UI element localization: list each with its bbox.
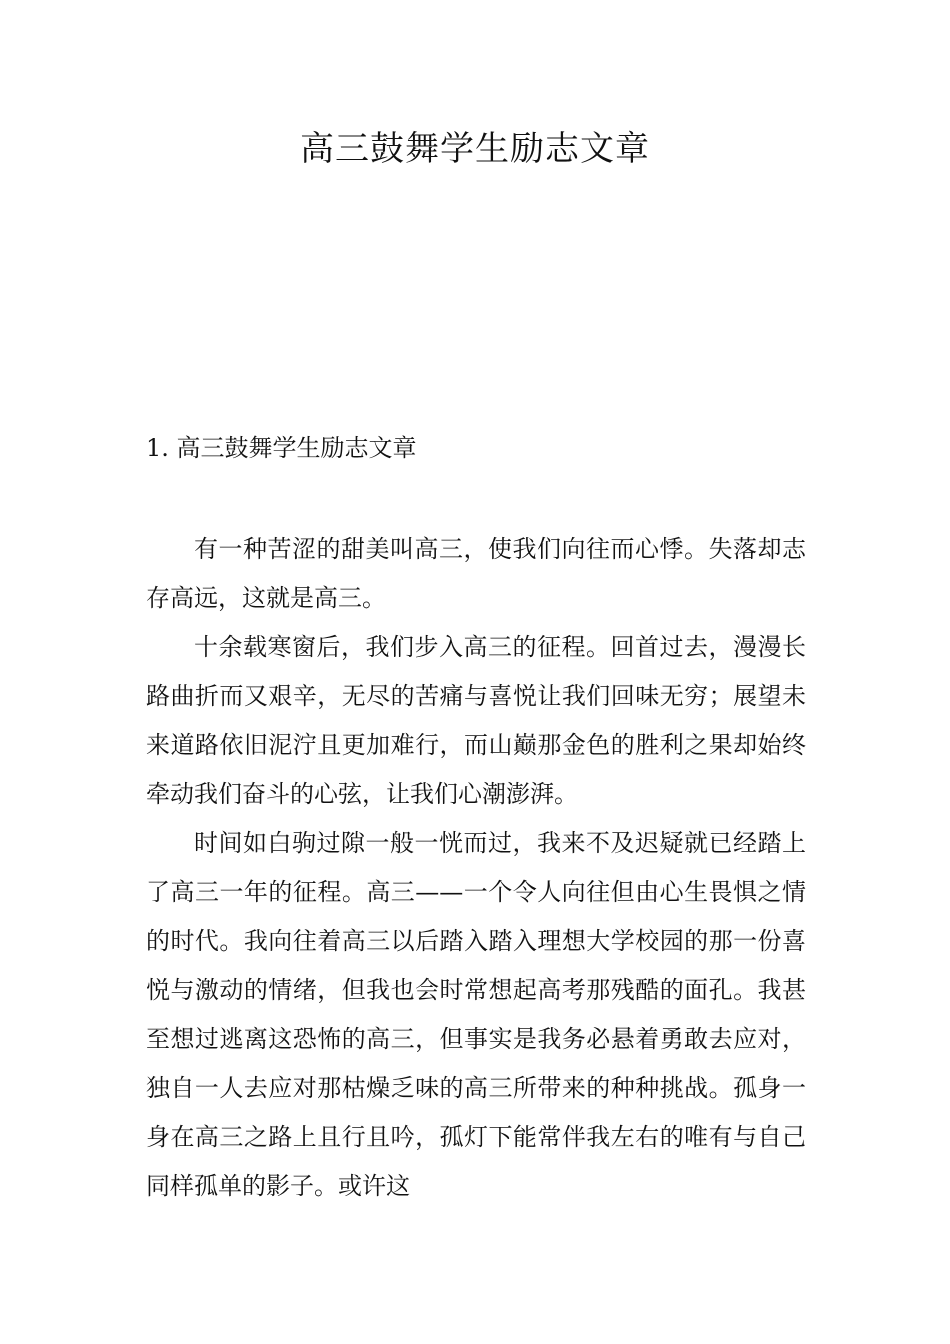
article-body bbox=[146, 525, 806, 1211]
paragraph-1: 有一种苦涩的甜美叫高三，使我们向往而心悸。失落却志存高远，这就是高三。 bbox=[146, 535, 806, 612]
document-title: 高三鼓舞学生励志文章 bbox=[300, 129, 650, 169]
paragraph-2: 十余载寒窗后，我们步入高三的征程。回首过去，漫漫长路曲折而又艰辛，无尽的苦痛与喜悦让我们回味无穷；展望未来道路依旧泥泞且更加难行，而山巅那金色的胜利之果却始终牵动我们奋斗的心弦，让我们心潮澎湃。 bbox=[146, 633, 806, 808]
section-heading: 1. 高三鼓舞学生励志文章 bbox=[146, 434, 417, 462]
paragraph-3: 时间如白驹过隙一般一恍而过，我来不及迟疑就已经踏上了高三一年的征程。高三——一个令人向往但由心生畏惧之情的时代。我向往着高三以后踏入踏入理想大学校园的那一份喜悦与激动的情绪，但我也会时常想起高考那残酷的面孔。我甚至想过逃离这恐怖的高三，但事实是我务必悬着勇敢去应对，独自一人去应对那枯燥乏味的高三所带来的种种挑战。孤身一身在高三之路上且行且吟，孤灯下能常伴我左右的唯有与自己同样孤单的影子。或许这 bbox=[146, 829, 806, 1200]
